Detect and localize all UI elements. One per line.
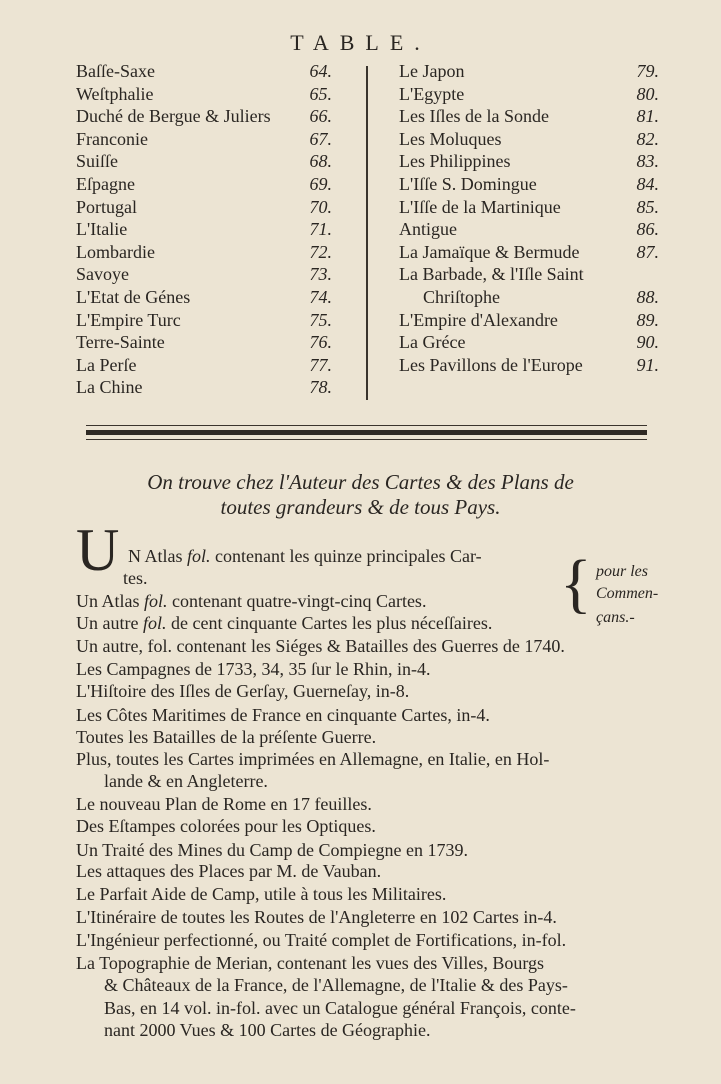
advert-line: Le nouveau Plan de Rome en 17 feuilles. xyxy=(76,794,372,814)
advert-line: lande & en Angleterre. xyxy=(104,771,268,791)
table-row: Franconie 67. xyxy=(76,128,332,149)
page-title: TABLE. xyxy=(290,30,431,55)
advert-line: L'Hiſtoire des Iſles de Gerſay, Guerneſay, in-8. xyxy=(76,681,410,701)
table-row: L'Egypte 80. xyxy=(399,83,659,104)
advert-line: Des Eſtampes colorées pour les Optiques. xyxy=(76,816,376,836)
table-column-right xyxy=(399,60,659,376)
table-row: Suiſſe 68. xyxy=(76,151,332,172)
ornament-rule-top xyxy=(86,425,647,426)
advert-line: Un Traité des Mines du Camp de Compiegne en 1739. xyxy=(76,840,468,860)
table-row: Les Moluques 82. xyxy=(399,128,659,149)
advert-line: Un autre fol. de cent cinquante Cartes les plus néceſſaires. xyxy=(76,613,493,633)
table-row: L'Empire Turc 75. xyxy=(76,309,332,330)
table-row: L'Iſſe de la Martinique 85. xyxy=(399,196,659,217)
table-row: Duché de Bergue & Juliers 66. xyxy=(76,106,332,127)
advert-line: Un Atlas fol. contenant quatre-vingt-cinq Cartes. xyxy=(76,591,427,611)
advert-heading-line-2: toutes grandeurs & de tous Pays. xyxy=(220,495,501,519)
advert-line: Les Côtes Maritimes de France en cinquante Cartes, in-4. xyxy=(76,705,490,725)
table-row: L'Etat de Génes 74. xyxy=(76,286,332,307)
advert-line: & Châteaux de la France, de l'Allemagne, de l'Italie & des Pays- xyxy=(104,975,568,995)
table-row: Les Iſles de la Sonde 81. xyxy=(399,106,659,127)
advert-line: N Atlas fol. contenant les quinze principales Car- xyxy=(128,546,482,566)
table-row: Antigue 86. xyxy=(399,219,659,240)
table-row: Terre-Sainte 76. xyxy=(76,332,332,353)
table-row: La Jamaïque & Bermude 87. xyxy=(399,241,659,262)
advert-line: La Topographie de Merian, contenant les vues des Villes, Bourgs xyxy=(76,953,545,973)
table-row: La Perſe 77. xyxy=(76,354,332,375)
table-row: La Barbade, & l'Iſle Saint xyxy=(399,264,584,285)
advert-line: Plus, toutes les Cartes imprimées en Allemagne, en Italie, en Hol- xyxy=(76,749,550,769)
advert-line: nant 2000 Vues & 100 Cartes de Géographie. xyxy=(104,1020,431,1040)
advert-line: Toutes les Batailles de la préſente Guerre. xyxy=(76,727,377,747)
ornament-rule-bottom xyxy=(86,439,647,440)
advert-line: L'Itinéraire de toutes les Routes de l'Angleterre en 102 Cartes in-4. xyxy=(76,907,557,927)
advert-line: Un autre, fol. contenant les Siéges & Batailles des Guerres de 1740. xyxy=(76,636,565,656)
ornament-rule xyxy=(86,430,647,435)
brace-mark: { xyxy=(560,547,592,620)
table-row: Les Pavillons de l'Europe 91. xyxy=(399,354,659,375)
table-row: Le Japon 79. xyxy=(399,61,659,81)
table-row: La Gréce 90. xyxy=(399,332,659,353)
column-divider xyxy=(366,66,368,400)
table-row: Savoye 73. xyxy=(76,264,332,285)
table-column-left xyxy=(76,60,332,399)
advert-line: Les attaques des Places par M. de Vauban. xyxy=(76,861,382,881)
table-row: L'Empire d'Alexandre 89. xyxy=(399,309,659,330)
side-note: çans.- xyxy=(596,609,635,626)
advert-line: Les Campagnes de 1733, 34, 35 ſur le Rhin, in-4. xyxy=(76,659,431,679)
advert-line: Bas, en 14 vol. in-fol. avec un Catalogue général François, conte- xyxy=(104,998,576,1018)
table-row: Chriſtophe 88. xyxy=(423,286,659,307)
table-row: Lombardie 72. xyxy=(76,241,332,262)
table-row: Weſtphalie 65. xyxy=(76,83,332,104)
table-row: L'Italie 71. xyxy=(76,219,332,240)
side-note: Commen- xyxy=(596,585,659,602)
side-note: pour les xyxy=(596,563,648,580)
table-row: Les Philippines 83. xyxy=(399,151,659,172)
table-row: L'Iſſe S. Domingue 84. xyxy=(399,173,659,194)
advert-line: L'Ingénieur perfectionné, ou Traité complet de Fortifications, in-fol. xyxy=(76,930,567,950)
advert-line: Le Parfait Aide de Camp, utile à tous les Militaires. xyxy=(76,884,447,904)
table-row: Portugal 70. xyxy=(76,196,332,217)
drop-cap: U xyxy=(76,517,120,583)
advert-line: tes. xyxy=(123,568,148,588)
table-row: La Chine 78. xyxy=(76,377,332,398)
advert-heading-line-1: On trouve chez l'Auteur des Cartes & des Plans de xyxy=(147,470,574,494)
table-row: Baſſe-Saxe 64. xyxy=(76,61,332,81)
table-row: Eſpagne 69. xyxy=(76,173,332,194)
